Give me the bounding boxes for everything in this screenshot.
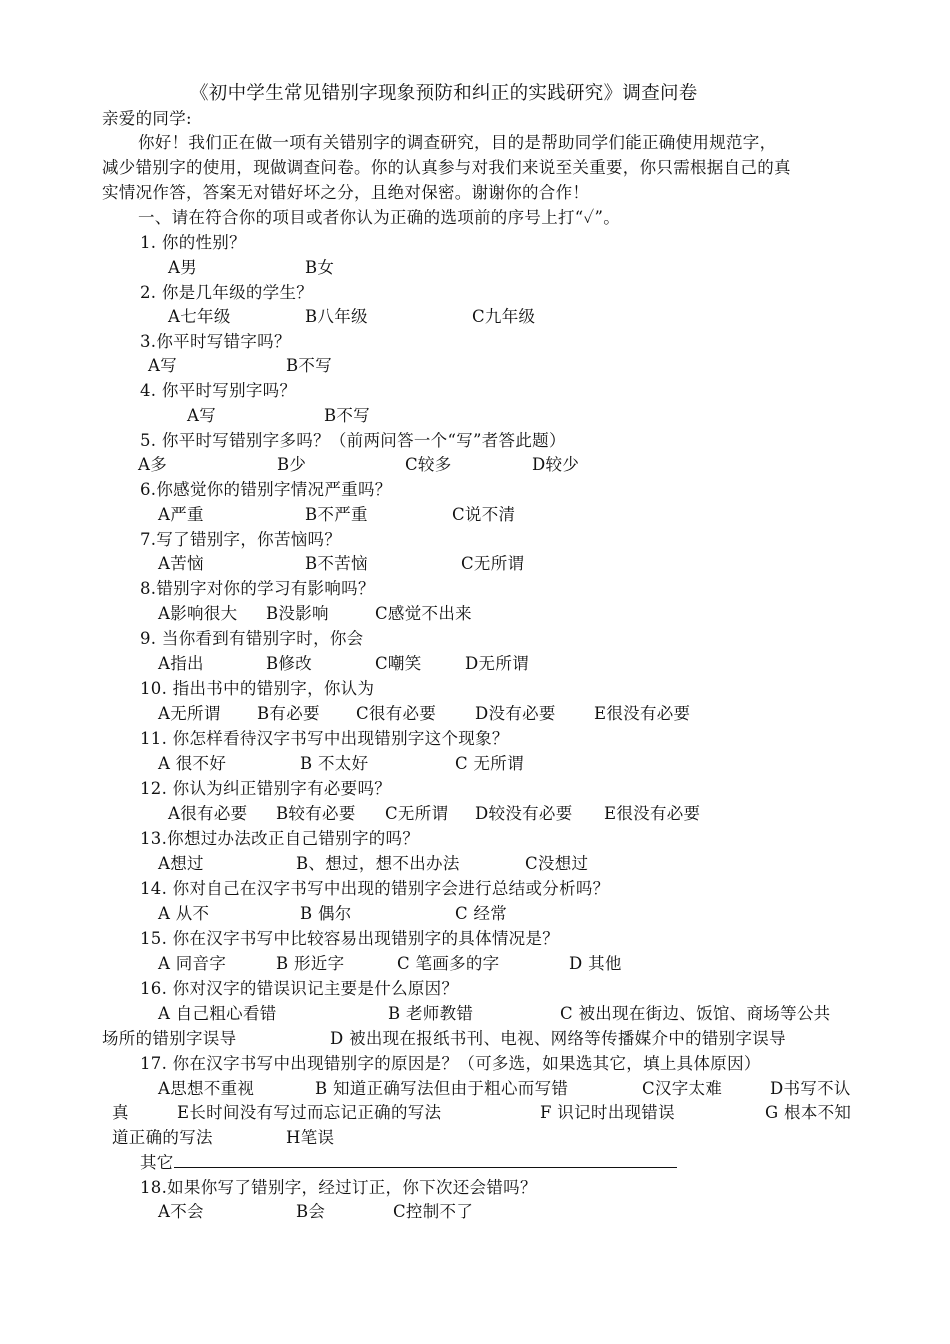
question-18: 18.如果你写了错别字，经过订正，你下次还会错吗？ — [140, 1178, 537, 1197]
question-12: 12. 你认为纠正错别字有必要吗？ — [140, 779, 392, 798]
q5-option-b[interactable]: B少 — [277, 455, 307, 474]
question-14: 14. 你对自己在汉字书写中出现的错别字会进行总结或分析吗？ — [140, 879, 610, 898]
q17-option-d-cont: 真 — [112, 1103, 129, 1122]
q17-option-d[interactable]: D书写不认 — [770, 1079, 851, 1098]
q1-option-a[interactable]: A男 — [168, 258, 198, 277]
q2-option-c[interactable]: C九年级 — [472, 307, 536, 326]
q17-option-g-cont: 道正确的写法 — [112, 1128, 213, 1147]
q17-option-g[interactable]: G 根本不知 — [765, 1103, 852, 1122]
q8-option-c[interactable]: C感觉不出来 — [375, 604, 472, 623]
q17-option-e[interactable]: E长时间没有写过而忘记正确的写法 — [177, 1103, 442, 1122]
q10-option-c[interactable]: C很有必要 — [356, 704, 437, 723]
q14-option-c[interactable]: C 经常 — [455, 904, 508, 923]
q7-option-b[interactable]: B不苦恼 — [305, 554, 368, 573]
q11-option-c[interactable]: C 无所谓 — [455, 754, 524, 773]
question-3: 3.你平时写错字吗？ — [140, 332, 291, 351]
q18-option-a[interactable]: A不会 — [158, 1202, 204, 1221]
other-label: 其它 — [140, 1153, 174, 1172]
intro-line-1: 你好！我们正在做一项有关错别字的调查研究，目的是帮助同学们能正确使用规范字， — [138, 133, 777, 152]
q13-option-a[interactable]: A想过 — [158, 854, 204, 873]
q3-option-b[interactable]: B不写 — [286, 356, 333, 375]
page-title: 《初中学生常见错别字现象预防和纠正的实践研究》调查问卷 — [190, 83, 698, 104]
q4-option-a[interactable]: A写 — [187, 406, 217, 425]
q5-option-a[interactable]: A多 — [138, 455, 168, 474]
q16-option-c[interactable]: C 被出现在街边、饭馆、商场等公共 — [560, 1004, 831, 1023]
q2-option-b[interactable]: B八年级 — [305, 307, 368, 326]
question-15: 15. 你在汉字书写中比较容易出现错别字的具体情况是？ — [140, 929, 560, 948]
q3-option-a[interactable]: A写 — [148, 356, 178, 375]
q11-option-a[interactable]: A 很不好 — [158, 754, 227, 773]
q9-option-c[interactable]: C嘲笑 — [375, 654, 422, 673]
question-5: 5. 你平时写错别字多吗？（前两问答一个“写”者答此题） — [140, 431, 566, 450]
instruction: 一、请在符合你的项目或者你认为正确的选项前的序号上打“✓”。 — [138, 208, 621, 227]
q1-option-b[interactable]: B女 — [305, 258, 335, 277]
q7-option-c[interactable]: C无所谓 — [461, 554, 525, 573]
question-17: 17. 你在汉字书写中出现错别字的原因是？（可多选，如果选其它，填上具体原因） — [140, 1054, 761, 1073]
q17-option-b[interactable]: B 知道正确写法但由于粗心而写错 — [315, 1079, 569, 1098]
q9-option-a[interactable]: A指出 — [158, 654, 204, 673]
q10-option-b[interactable]: B有必要 — [257, 704, 320, 723]
q16-option-b[interactable]: B 老师教错 — [388, 1004, 474, 1023]
q17-option-a[interactable]: A思想不重视 — [158, 1079, 255, 1098]
question-4: 4. 你平时写别字吗？ — [140, 381, 297, 400]
question-6: 6.你感觉你的错别字情况严重吗？ — [140, 480, 392, 499]
q8-option-b[interactable]: B没影响 — [266, 604, 329, 623]
q13-option-b[interactable]: B、想过，想不出办法 — [296, 854, 460, 873]
q9-option-d[interactable]: D无所谓 — [465, 654, 529, 673]
q5-option-c[interactable]: C较多 — [405, 455, 452, 474]
q16-option-a[interactable]: A 自己粗心看错 — [158, 1004, 277, 1023]
q7-option-a[interactable]: A苦恼 — [158, 554, 204, 573]
q18-option-b[interactable]: B会 — [296, 1202, 326, 1221]
question-2: 2. 你是几年级的学生？ — [140, 283, 314, 302]
q9-option-b[interactable]: B修改 — [266, 654, 313, 673]
q13-option-c[interactable]: C没想过 — [525, 854, 589, 873]
q15-option-a[interactable]: A 同音字 — [158, 954, 227, 973]
q12-option-d[interactable]: D较没有必要 — [475, 804, 573, 823]
q5-option-d[interactable]: D较少 — [532, 455, 580, 474]
greeting: 亲爱的同学: — [102, 109, 192, 128]
q6-option-a[interactable]: A严重 — [158, 505, 204, 524]
q12-option-c[interactable]: C无所谓 — [385, 804, 449, 823]
q4-option-b[interactable]: B不写 — [324, 406, 371, 425]
q17-option-c[interactable]: C汉字太难 — [642, 1079, 723, 1098]
q15-option-d[interactable]: D 其他 — [569, 954, 622, 973]
q18-option-c[interactable]: C控制不了 — [393, 1202, 474, 1221]
question-8: 8.错别字对你的学习有影响吗？ — [140, 579, 375, 598]
q10-option-a[interactable]: A无所谓 — [158, 704, 221, 723]
q17-option-h[interactable]: H笔误 — [286, 1128, 335, 1147]
q12-option-b[interactable]: B较有必要 — [276, 804, 356, 823]
q6-option-b[interactable]: B不严重 — [305, 505, 368, 524]
question-1: 1. 你的性别？ — [140, 233, 246, 252]
intro-line-3: 实情况作答，答案无对错好坏之分，且绝对保密。谢谢你的合作！ — [102, 183, 590, 202]
question-7: 7.写了错别字，你苦恼吗？ — [140, 530, 342, 549]
intro-line-2: 减少错别字的使用，现做调查问卷。你的认真参与对我们来说至关重要，你只需根据自己的真 — [102, 158, 791, 177]
q12-option-e[interactable]: E很没有必要 — [604, 804, 701, 823]
question-10: 10. 指出书中的错别字，你认为 — [140, 679, 375, 698]
q10-option-d[interactable]: D没有必要 — [475, 704, 556, 723]
question-16: 16. 你对汉字的错误识记主要是什么原因？ — [140, 979, 459, 998]
q16-option-c-cont: 场所的错别字误导 — [102, 1029, 237, 1048]
q14-option-b[interactable]: B 偶尔 — [300, 904, 352, 923]
q16-option-d[interactable]: D 被出现在报纸书刊、电视、网络等传播媒介中的错别字误导 — [330, 1029, 786, 1048]
q14-option-a[interactable]: A 从不 — [158, 904, 210, 923]
q11-option-b[interactable]: B 不太好 — [300, 754, 369, 773]
q6-option-c[interactable]: C说不清 — [452, 505, 516, 524]
question-9: 9. 当你看到有错别字时，你会 — [140, 629, 364, 648]
q2-option-a[interactable]: A七年级 — [168, 307, 231, 326]
question-13: 13.你想过办法改正自己错别字的吗？ — [140, 829, 420, 848]
q12-option-a[interactable]: A很有必要 — [168, 804, 248, 823]
question-11: 11. 你怎样看待汉字书写中出现错别字这个现象？ — [140, 729, 509, 748]
q10-option-e[interactable]: E很没有必要 — [594, 704, 691, 723]
other-input-line[interactable] — [174, 1167, 677, 1168]
q15-option-c[interactable]: C 笔画多的字 — [397, 954, 500, 973]
q17-option-f[interactable]: F 识记时出现错误 — [540, 1103, 675, 1122]
q15-option-b[interactable]: B 形近字 — [276, 954, 345, 973]
q8-option-a[interactable]: A影响很大 — [158, 604, 238, 623]
